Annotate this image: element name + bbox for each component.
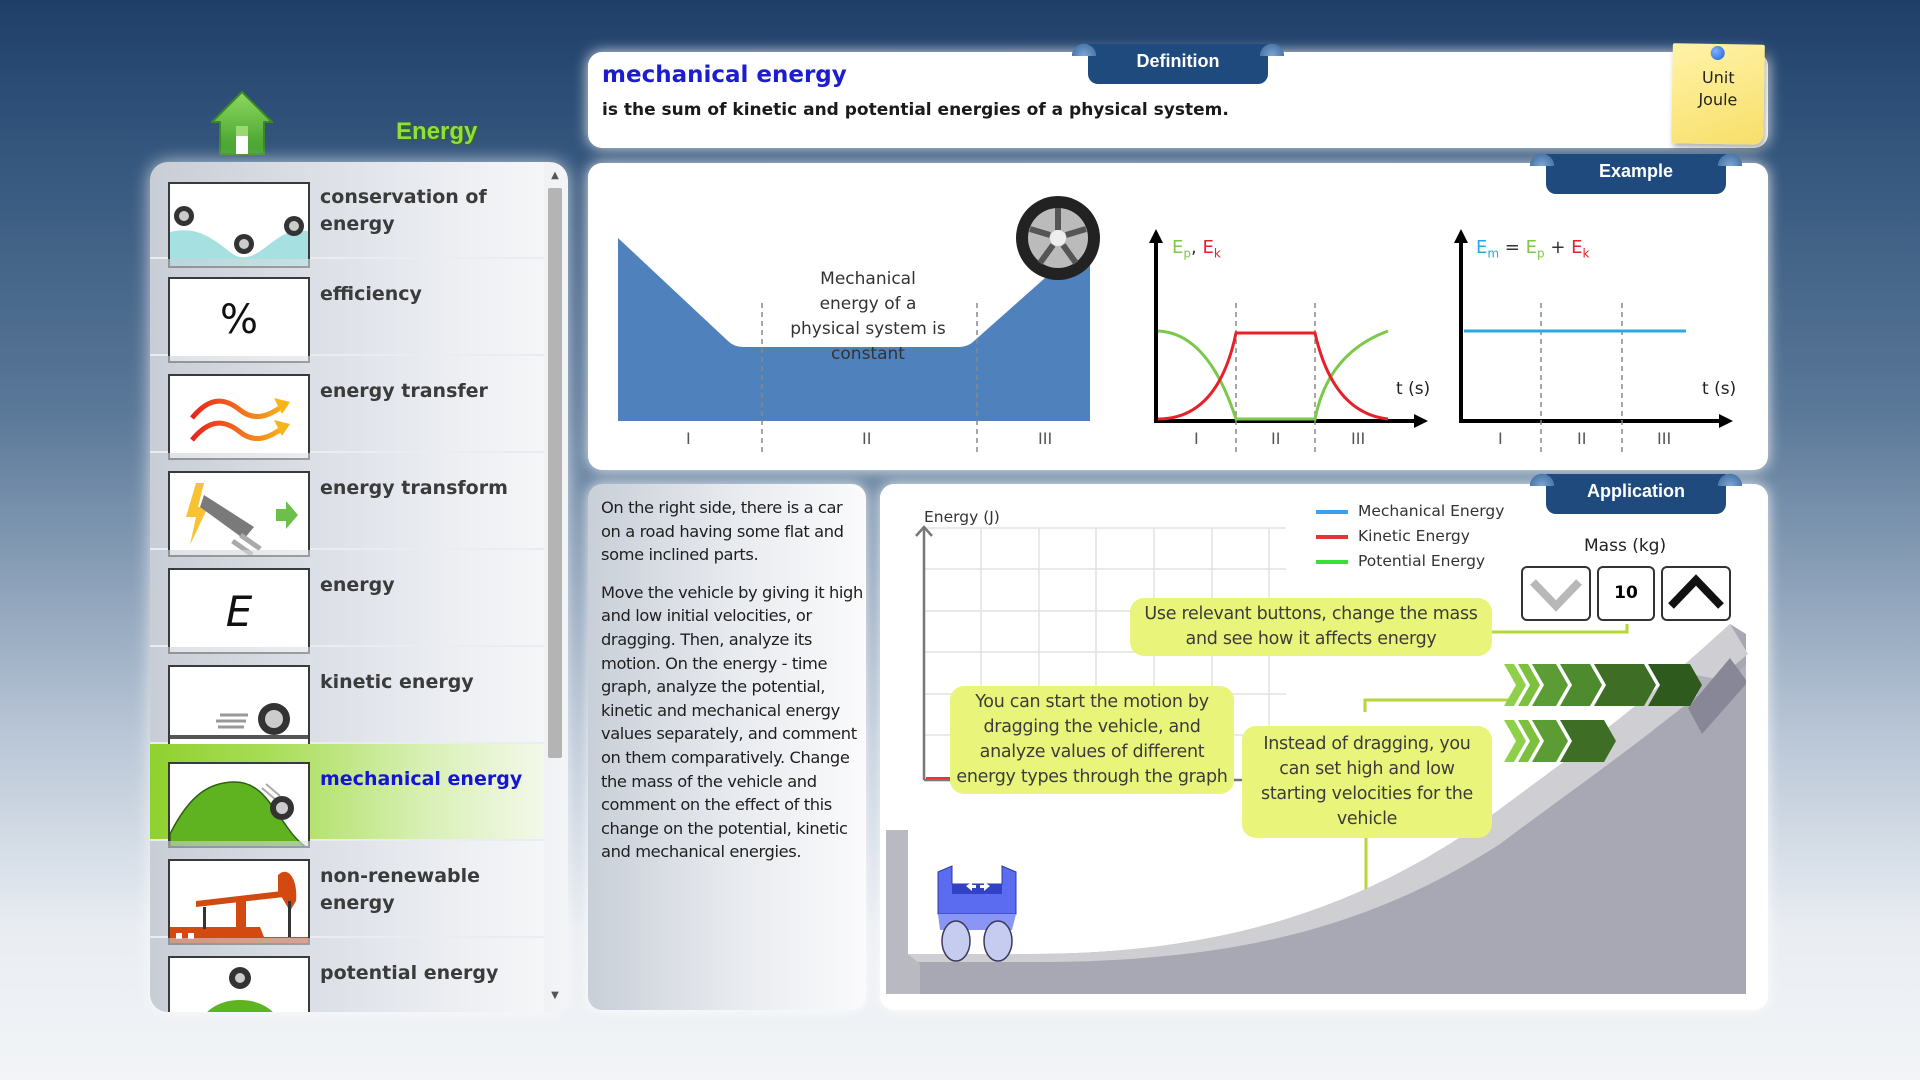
decrease-mass-button[interactable] [1521, 566, 1591, 621]
region-label: III [1657, 429, 1672, 448]
example-illustration [588, 163, 1768, 470]
rolling-wheel-icon [168, 665, 310, 751]
legend-swatch [1316, 535, 1348, 539]
letter-e-icon: E [168, 568, 310, 654]
sidebar-scrollbar[interactable] [546, 168, 564, 1006]
region-label: I [1498, 429, 1503, 448]
tab-definition: Definition [1088, 44, 1268, 84]
graph2-x-label: t (s) [1702, 379, 1737, 399]
scroll-thumb[interactable] [548, 188, 562, 758]
sidebar-item-label: conservation of energy [320, 186, 487, 235]
description-panel [588, 484, 866, 1010]
sidebar-item-label: kinetic energy [320, 671, 474, 693]
percent-icon: % [168, 277, 310, 363]
graph1-y-label: $E_p$, $E_k$ [1172, 237, 1221, 261]
mass-label: Mass (kg) [1584, 536, 1667, 556]
sidebar-item-kinetic-energy[interactable] [150, 647, 544, 744]
region-label: III [1351, 429, 1366, 448]
tab-example: Example [1546, 154, 1726, 194]
scroll-down-button[interactable]: ▼ [551, 990, 559, 1001]
high-velocity-button[interactable] [1504, 664, 1704, 706]
sidebar-item-label: potential energy [320, 962, 499, 984]
topic-list [150, 162, 544, 1012]
app-title: Energy [396, 118, 478, 145]
legend-swatch [1316, 560, 1348, 564]
sidebar-item-mechanical-energy[interactable] [150, 744, 544, 841]
callout-drag-hint: You can start the motion by dragging the vehicle, and analyze values of different energy types through the graph [950, 686, 1234, 794]
wheel-on-hill-icon [168, 762, 310, 848]
legend-swatch [1316, 510, 1348, 514]
sidebar-item-energy-transform[interactable] [150, 453, 544, 550]
home-icon [210, 90, 274, 156]
sidebar-item-label: energy [320, 574, 395, 596]
sidebar-item-non-renewable-energy[interactable] [150, 841, 544, 938]
tab-application: Application [1546, 474, 1726, 514]
region-label: II [862, 429, 872, 448]
example-panel [588, 163, 1768, 470]
energy-graph-y-label: Energy (J) [924, 508, 1000, 526]
wheel-icon [1016, 196, 1100, 280]
topic-sidebar [150, 162, 568, 1012]
sidebar-item-label: energy transform [320, 477, 508, 499]
chevron-up-icon [1663, 568, 1729, 619]
application-panel [880, 484, 1768, 1010]
scroll-up-button[interactable]: ▲ [551, 170, 559, 181]
description-text: On the right side, there is a car on a road having some flat and some inclined parts. Move the vehicle by giving it high and low initial velocities, or dragging. Then, analyze its motion. On the energy - time graph, analyze the potential, kinetic and mechanical energy values separately, and comment on them comparatively. Change the mass of the vehicle and comment on the effect of this change on the potential, kinetic and mechanical energies. [601, 498, 863, 862]
unit-sticky-note: Unit Joule [1671, 43, 1765, 145]
increase-mass-button[interactable] [1661, 566, 1731, 621]
legend-mechanical-energy: Mechanical Energy [1316, 502, 1504, 520]
track-caption: Mechanical energy of a physical system is constant [790, 269, 946, 364]
low-velocity-button[interactable] [1504, 720, 1618, 762]
mass-value-field[interactable]: 10 [1597, 566, 1655, 621]
sidebar-item-label: efficiency [320, 283, 422, 305]
callout-mass-hint: Use relevant buttons, change the mass and see how it affects energy [1130, 598, 1492, 656]
region-label: II [1577, 429, 1587, 448]
legend-kinetic-energy: Kinetic Energy [1316, 527, 1470, 545]
chevron-down-icon [1523, 568, 1589, 619]
definition-text: is the sum of kinetic and potential energies of a physical system. [602, 100, 1229, 120]
plug-lightning-icon [168, 471, 310, 557]
wavy-arrows-icon [168, 374, 310, 460]
legend-potential-energy: Potential Energy [1316, 552, 1485, 570]
vehicle [938, 866, 1016, 961]
region-label: II [1271, 429, 1281, 448]
pushpin-icon [1711, 46, 1725, 60]
sidebar-item-energy-transfer[interactable] [150, 356, 544, 453]
sidebar-item-label: mechanical energy [320, 768, 523, 790]
region-label: III [1038, 429, 1053, 448]
region-label: I [686, 429, 691, 448]
sidebar-item-energy[interactable] [150, 550, 544, 647]
sidebar-item-label: non-renewable energy [320, 865, 481, 914]
sidebar-item-potential-energy[interactable] [150, 938, 544, 1012]
callout-velocity-hint: Instead of dragging, you can set high and low starting velocities for the vehicle [1242, 726, 1492, 838]
graph1-x-label: t (s) [1396, 379, 1431, 399]
definition-term: mechanical energy [602, 62, 847, 88]
wheel-on-top-icon [168, 956, 310, 1012]
sidebar-item-efficiency[interactable] [150, 259, 544, 356]
oil-pump-icon [168, 859, 310, 945]
sidebar-item-label: energy transfer [320, 380, 488, 402]
graph2-y-label: $E_m = E_p + E_k$ [1476, 237, 1590, 261]
wheels-on-wave-icon [168, 182, 310, 268]
sidebar-item-conservation-of-energy[interactable] [150, 162, 544, 259]
home-button[interactable] [210, 90, 274, 156]
region-label: I [1194, 429, 1199, 448]
